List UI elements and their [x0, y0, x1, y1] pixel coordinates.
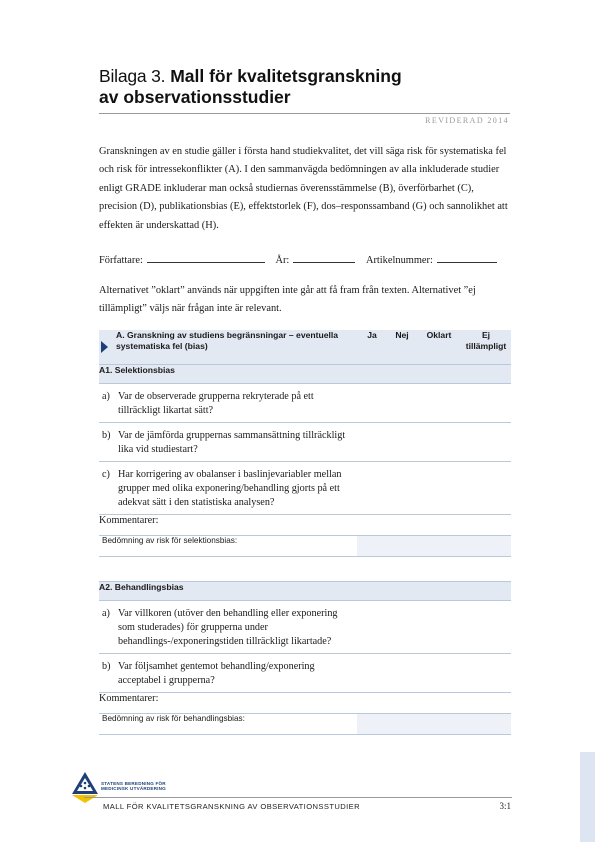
section-title: A1. Selektionsbias	[99, 365, 511, 384]
author-label: Författare:	[99, 255, 143, 266]
option-no: Nej	[387, 330, 417, 365]
option-unclear: Oklart	[417, 330, 461, 365]
section-header	[99, 582, 511, 601]
item-label: a)	[102, 608, 110, 619]
answer-cell[interactable]	[387, 654, 417, 693]
answer-cell[interactable]	[387, 423, 417, 462]
alternatives-note: Alternativet ”oklart” används när uppgiften inte går att få fram från texten. Alternativet ”ej tillämpligt” väljs när frågan inte är relevant.	[99, 285, 476, 314]
answer-cell[interactable]	[417, 423, 461, 462]
comments-row	[99, 693, 511, 714]
answer-cell[interactable]	[357, 601, 387, 654]
option-yes: Ja	[357, 330, 387, 365]
comments-label[interactable]: Kommentarer:	[99, 693, 511, 714]
arrow-right-icon	[101, 341, 108, 353]
answer-cell[interactable]	[461, 462, 511, 515]
table-header-question: A. Granskning av studiens begränsningar – eventuella systematiska fel (bias)	[99, 330, 357, 365]
assessment-label: Bedömning av risk för selektionsbias:	[99, 536, 357, 557]
author-field[interactable]	[147, 252, 265, 263]
sbu-logo-icon	[70, 770, 100, 804]
table-row	[99, 423, 511, 462]
answer-cell[interactable]	[387, 462, 417, 515]
answer-cell[interactable]	[461, 654, 511, 693]
section-spacer	[99, 557, 511, 582]
item-label: a)	[102, 391, 110, 402]
table-row	[99, 654, 511, 693]
answer-cell[interactable]	[357, 462, 387, 515]
logo-text: STATENS BEREDNING FÖR MEDICINSK UTVÄRDERING	[101, 781, 166, 792]
footer-title: MALL FÖR KVALITETSGRANSKNING AV OBSERVATIONSSTUDIER	[103, 802, 360, 811]
item-question: Har korrigering av obalanser i baslinjevariabler mellan grupper med olika exponering/behandling gjorts på ett adekvat sätt i den statistiska analysen?	[118, 469, 342, 508]
answer-cell[interactable]	[357, 423, 387, 462]
assessment-field[interactable]	[357, 714, 511, 735]
answer-cell[interactable]	[461, 601, 511, 654]
item-label: b)	[102, 430, 111, 441]
answer-cell[interactable]	[461, 423, 511, 462]
item-label: b)	[102, 661, 111, 672]
assessment-row	[99, 536, 511, 557]
article-number-field[interactable]	[437, 252, 497, 263]
item-question: Var följsamhet gentemot behandling/exponering acceptabel i grupperna?	[118, 661, 315, 686]
title-line2: av observationsstudier	[99, 87, 291, 107]
title-line1: Mall för kvalitetsgranskning	[170, 66, 402, 86]
table-header	[99, 330, 511, 365]
answer-cell[interactable]	[357, 384, 387, 423]
footer-divider	[84, 797, 512, 798]
option-not-applicable: Ej tillämpligt	[461, 330, 511, 365]
section-title: A2. Behandlingsbias	[99, 582, 511, 601]
answer-cell[interactable]	[461, 384, 511, 423]
assessment-row	[99, 714, 511, 735]
side-tab	[580, 752, 595, 842]
assessment-label: Bedömning av risk för behandlingsbias:	[99, 714, 357, 735]
table-row	[99, 462, 511, 515]
intro-paragraph: Granskningen av en studie gäller i första hand studiekvalitet, det vill säga risk för systematiska fel och risk för intressekonflikter (A). I den sammanvägda bedömningen av alla inkluderade studier enligt GRADE inkluderar man också studiernas överensstämmelse (B), överförbarhet (C), precision (D), publikationsbias (E), effektstorlek (F), dos–responssamband (G) och sannolikhet att effekten är underskattad (H).	[99, 146, 508, 231]
item-question: Var de observerade grupperna rekryterade på ett tillräckligt likartat sätt?	[118, 391, 314, 416]
answer-cell[interactable]	[417, 462, 461, 515]
title-prefix: Bilaga 3.	[99, 66, 166, 86]
item-question: Var de jämförda gruppernas sammansättning tillräckligt lika vid studiestart?	[118, 430, 346, 455]
title-divider	[99, 113, 510, 114]
section-header	[99, 365, 511, 384]
answer-cell[interactable]	[387, 601, 417, 654]
reference-fields	[99, 252, 511, 268]
page-title	[99, 66, 519, 108]
year-field[interactable]	[293, 252, 355, 263]
answer-cell[interactable]	[357, 654, 387, 693]
table-row	[99, 384, 511, 423]
table-row	[99, 601, 511, 654]
revised-label: REVIDERAD 2014	[425, 116, 509, 125]
answer-cell[interactable]	[417, 654, 461, 693]
answer-cell[interactable]	[387, 384, 417, 423]
year-label: År:	[275, 255, 290, 266]
comments-label[interactable]: Kommentarer:	[99, 515, 511, 536]
answer-cell[interactable]	[417, 384, 461, 423]
answer-cell[interactable]	[417, 601, 461, 654]
item-label: c)	[102, 469, 110, 480]
article-label: Artikelnummer:	[365, 255, 433, 266]
comments-row	[99, 515, 511, 536]
assessment-table	[99, 330, 511, 735]
item-question: Var villkoren (utöver den behandling eller exponering som studerades) för grupperna under behandlings-/exponeringstiden tillräckligt likartade?	[118, 608, 338, 647]
assessment-field[interactable]	[357, 536, 511, 557]
page-number: 3:1	[499, 801, 511, 811]
